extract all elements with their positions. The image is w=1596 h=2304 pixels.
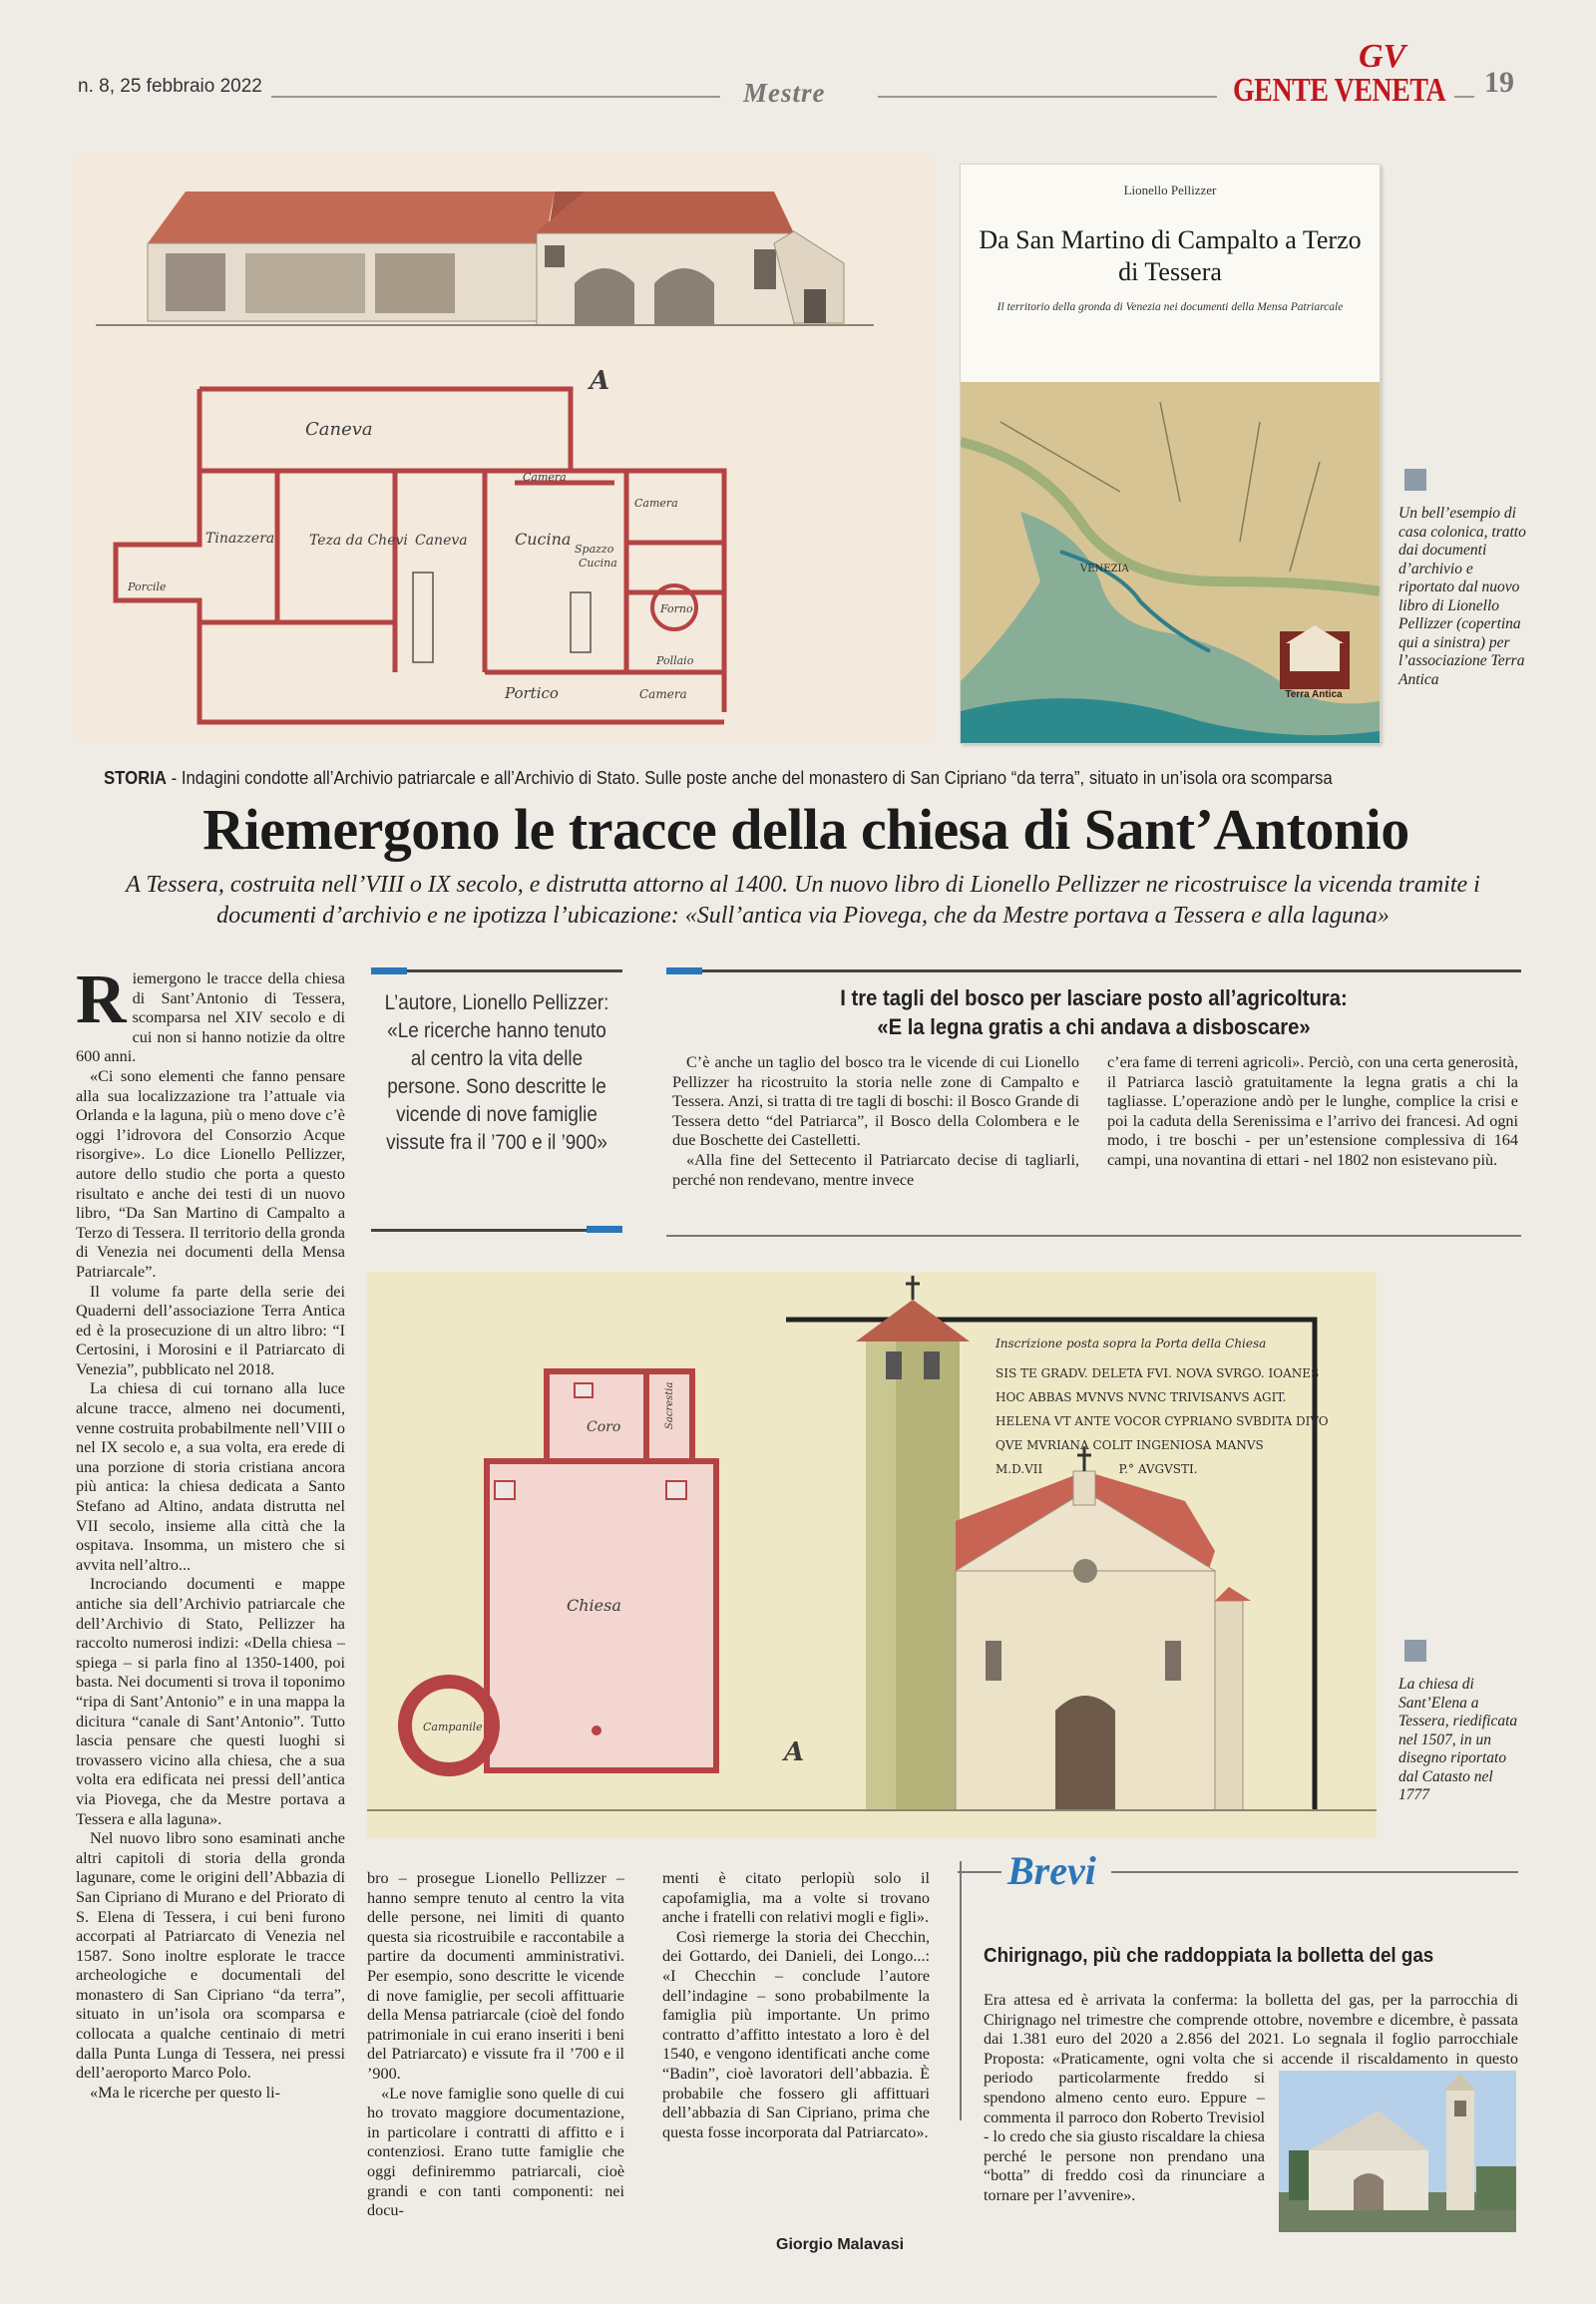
header-rule — [271, 96, 720, 98]
photo-caption-church: La chiesa di Sant’Elena a Tessera, riedificata nel 1507, in un disegno riportato dal Catasto nel 1777 — [1398, 1676, 1518, 1803]
paragraph: C’è anche un taglio del bosco tra le vicende di cui Lionello Pellizzer ha ricostruito la storia nelle zone di Campalto e Tessera. Anzi, si tratta di tre tagli di boschi: il Bosco Grande di Tessera detto “del Patriarca”, il Bosco della Colombera e le due Boschette dei Castelletti. — [672, 1053, 1079, 1150]
side-column-1 — [672, 1053, 1079, 1190]
paragraph: Il volume fa parte della serie dei Quaderni dell’associazione Terra Antica ed è la prosecuzione di un altro libro: “I Certosini, i Morosini e il Patriarcato di Venezia”, pubblicato nel 2018. — [76, 1282, 345, 1378]
svg-text:Portico: Portico — [505, 684, 559, 702]
svg-text:Tinazzera: Tinazzera — [205, 531, 275, 547]
inscription-line: HELENA VT ANTE VOCOR CYPRIANO SVBDITA DIVO — [996, 1414, 1329, 1428]
plan-label-chiesa: Chiesa — [567, 1596, 621, 1615]
svg-text:Camera: Camera — [523, 471, 567, 484]
side-article-title — [700, 983, 1486, 1041]
farmhouse-drawing — [76, 154, 936, 744]
church-photo — [1279, 2071, 1516, 2232]
side-title-line2: «E la legna gratis a chi andava a disboscare» — [877, 1014, 1311, 1039]
masthead-monogram: GV — [1359, 38, 1406, 75]
chirignago-church-photo — [1279, 2071, 1516, 2232]
book-title: Da San Martino di Campalto a Terzo di Tessera — [979, 225, 1362, 286]
side-column-2 — [1107, 1053, 1518, 1171]
paragraph: Nel nuovo libro sono esaminati anche altri capitoli di storia della gronda lagunare, come le origini dell’Abbazia di San Cipriano di Murano e del Priorato di S. Elena di Tessera, i cui beni furono accorpati al Patriarcato di Venezia nel 1587. Sono inoltre esplorate le tracce archeologiche e documentali del monastero di San Cipriano “da terra”, situato in un’isola ora scomparsa e collocata a qualche centinaio di metri dalla Punta Lunga di Tessera, nei pressi dell’aeroporto Marco Polo. — [76, 1829, 345, 2083]
farmhouse-illustration — [76, 154, 936, 744]
header-rule — [878, 96, 1217, 98]
caption-marker — [1404, 469, 1426, 491]
paragraph: «Alla fine del Settecento il Patriarcato decise di tagliarli, perché non rendevano, mentre invece — [672, 1150, 1079, 1189]
brevi-title: Chirignago, più che raddoppiata la bolletta del gas — [984, 1945, 1434, 1967]
svg-text:Cucina: Cucina — [515, 530, 572, 549]
plan-label-coro: Coro — [587, 1419, 621, 1435]
inscription-line: HOC ABBAS MVNVS NVNC TRIVISANVS AGIT. — [996, 1390, 1287, 1404]
side-article-accent — [666, 967, 702, 974]
paragraph: Così riemerge la storia dei Checchin, dei Gottardo, dei Danieli, dei Longo...: «I Checchin – conclude l’autore dell’indagine – sono probabilmente la famiglia più importante. Un primo contratto d’affitto intestato a loro è del 1540, e vengono identificati anche come “Badin”, cioè lavoratori dell’abbazia. È probabile che fossero gli affittuari dell’abbazia di San Cipriano, prima che questa fosse incorporata dal Patriarcato». — [662, 1927, 930, 2141]
issue-date: n. 8, 25 febbraio 2022 — [78, 76, 262, 97]
book-cover-map — [961, 382, 1380, 743]
side-article-rule — [666, 969, 1521, 972]
header-rule — [1454, 96, 1474, 98]
inscription-line: QVE MVRIANA COLIT INGENIOSA MANVS — [996, 1438, 1264, 1452]
svg-text:Caneva: Caneva — [415, 533, 468, 549]
article-author: Giorgio Malavasi — [776, 2236, 905, 2253]
quote-accent — [587, 1226, 622, 1233]
drop-cap: R — [76, 961, 127, 1038]
svg-text:Camera: Camera — [634, 497, 678, 510]
kicker-text: - Indagini condotte all’Archivio patriarcale e all’Archivio di Stato. Sulle poste anche del monastero di San Cipriano “da terra”, situato in un’isola ora scomparsa — [166, 768, 1333, 788]
brevi-label: Brevi — [1007, 1848, 1096, 1893]
inscription-title: Inscrizione posta sopra la Porta della Chiesa — [996, 1337, 1267, 1350]
svg-text:A: A — [590, 366, 610, 396]
kicker — [104, 768, 1421, 789]
paragraph: «Ma le ricerche per questo li- — [90, 2083, 281, 2102]
headline: Riemergono le tracce della chiesa di Sant’Antonio — [202, 797, 1409, 862]
paragraph: iemergono le tracce della chiesa di Sant’Antonio di Tessera, scomparsa nel XIV secolo e di cui non si hanno notizie da oltre 600 anni. — [76, 969, 345, 1066]
svg-text:Forno: Forno — [660, 602, 693, 615]
plan-label-campanile: Campanile — [423, 1721, 483, 1733]
map-label-venezia: VENEZIA — [1080, 564, 1129, 575]
section-name: Mestre — [743, 78, 826, 108]
paragraph: «Le nove famiglie sono quelle di cui ho trovato maggiore documentazione, in particolare i contratti di affitto e i contenziosi. Erano tutte famiglie che oggi definiremmo patriarcali, cioè grandi e con tanti componenti: nei docu- — [367, 2084, 624, 2220]
paragraph: La chiesa di cui tornano alla luce alcune tracce, almeno nei documenti, venne costruita probabilmente nell’VIII o nel IX secolo e, a sua volta, era erede di una porzione di storia cristiana ancora più antica: la chiesa dedicata a Santo Stefano ad Altino, andata distrutta nel VII secolo, insieme alla città che la ospitava. Insomma, un mistero che si avvita nell’altro... — [76, 1379, 345, 1574]
article-column-1 — [76, 961, 345, 2103]
inscription-line: M.D.VII P.° AVGVSTI. — [996, 1462, 1198, 1476]
paragraph: Incrociando documenti e mappe antiche sia dell’Archivio patriarcale che dell’Archivio di Stato, Pellizzer ha raccolto numerosi indizi: «Della chiesa – spiega – si parla fino al 1350-1400, poi basta. Nei documenti si trova il toponimo “ripa di Sant’Antonio” e in una mappa la dicitura “canale di Sant’Antonio”. Tutto lascia pensare che questi luoghi si trovassero vicino alla chiesa, che a sua volta era edificata nei pressi dell’antica via Piovega, che da Mestre portava a Tessera e alla laguna». — [76, 1575, 345, 1828]
book-author: Lionello Pellizzer — [1123, 183, 1217, 197]
quote-rule — [371, 969, 622, 972]
svg-text:Teza da Chevi: Teza da Chevi — [309, 533, 408, 549]
photo-caption-farmhouse: Un bell’esempio di casa colonica, tratto dai documenti d’archivio e riportato dal nuovo libro di Lionello Pellizzer (copertina qui a sinistra) per l’associazione Terra Antica — [1398, 505, 1526, 688]
inscription-line: SIS TE GRADV. DELETA FVI. NOVA SVRGO. IOANES — [996, 1366, 1320, 1380]
publisher-logo-text: Terra Antica — [1285, 689, 1343, 700]
book-subtitle: Il territorio della gronda di Venezia nei documenti della Mensa Patriarcale — [997, 301, 1344, 313]
caption-marker — [1404, 1640, 1426, 1662]
svg-text:Camera: Camera — [639, 687, 687, 701]
paragraph: «Ci sono elementi che fanno pensare alla sua localizzazione tra l’attuale via Orlanda e la laguna, più o meno dove c’è oggi l’idrovora del Consorzio Acque risorgive». Lo dice Lionello Pellizzer, autore dello studio che porta a questo risultato e anche dei testi di un nuovo libro, “Da San Martino di Campalto a Terzo di Tessera. Il territorio della gronda di Venezia nei documenti della Mensa Patriarcale”. — [76, 1066, 345, 1281]
side-title-line1: I tre tagli del bosco per lasciare posto all’agricoltura: — [840, 985, 1348, 1010]
book-cover — [960, 164, 1381, 744]
plan-label-a: A — [784, 1737, 805, 1767]
paragraph: bro – prosegue Lionello Pellizzer – hanno sempre tenuto al centro la vita delle persone, nei limiti di quanto questa sia ricostruibile e raccontabile a partire da documenti amministrativi. Per esempio, sono descritte le vicende di nove famiglie, per secoli affittuarie della Mensa patriarcale (cioè del fondo patrimoniale in cui erano inseriti i beni del Patriarcato) e vissute fra il ’700 e il ’900. — [367, 1869, 624, 2083]
article-column-3 — [662, 1869, 930, 2142]
paragraph: menti è citato perlopiù solo il capofamiglia, ma a volte si trovano anche i fratelli con relativi mogli e figli». — [662, 1869, 930, 1927]
standfirst: A Tessera, costruita nell’VIII o IX secolo, e distrutta attorno al 1400. Un nuovo libro di Lionello Pellizzer ne ricostruisce la vicenda tramite i documenti d’archivio e ne ipotizza l’ubicazione: «Sull’antica via Piovega, che da Mestre portava a Tessera e alla laguna» — [126, 872, 1480, 929]
article-column-2 — [367, 1869, 624, 2221]
quote-rule — [371, 1229, 622, 1232]
plan-label-sacrestia: Sacrestia — [664, 1381, 675, 1429]
church-drawing — [367, 1272, 1377, 1838]
svg-text:Caneva: Caneva — [305, 419, 373, 440]
pull-quote: L’autore, Lionello Pellizzer: «Le ricerche hanno tenuto al centro la vita delle persone. Sono descritte le vicende di nove famiglie vissute fra il ’700 e il ’900» — [384, 991, 609, 1154]
church-illustration — [367, 1272, 1377, 1838]
masthead-logo: GENTE VENETA — [1233, 72, 1446, 109]
paragraph: c’era fame di terreni agricoli». Perciò, con una certa generosità, il Patriarca lasciò gratuitamente la legna gratis a chi la tagliasse. L’operazione andò per le lunghe, complice la crisi e poi la caduta della Serenissima e l’arrivo dei francesi. Ad ogni modo, i tre boschi - per un’estensione complessiva di 164 campi, una novantina di ettari - nel 1802 non esistevano più. — [1107, 1053, 1518, 1169]
svg-text:Pollaio: Pollaio — [656, 654, 694, 667]
page-number: 19 — [1484, 66, 1514, 99]
side-article-bottom-rule — [666, 1235, 1521, 1237]
brevi-text: Era attesa ed è arrivata la conferma: la bolletta del gas, per la parrocchia di Chirignago nel trimestre che comprende ottobre, novembre e dicembre, è passata dai 1.381 euro del 2020 a 2.856 del 2021. Lo segnala il foglio parrocchiale Proposta: «Praticamente, ogni volta che si accende il riscaldamento in questo periodo particolarmente freddo si spendono almeno cento euro. Eppure – commenta il parroco don Roberto Trevisiol - lo credo che sia giusto riscaldare la chiesa perché le persone non prendano una “botta” di freddo così da rinunciare a tornare per l’avvenire». — [984, 1991, 1518, 2204]
svg-text:Porcile: Porcile — [128, 580, 167, 593]
svg-text:Cucina: Cucina — [579, 557, 617, 570]
kicker-label: STORIA — [104, 768, 167, 788]
quote-accent — [371, 967, 407, 974]
svg-text:Spazzo: Spazzo — [575, 543, 614, 556]
